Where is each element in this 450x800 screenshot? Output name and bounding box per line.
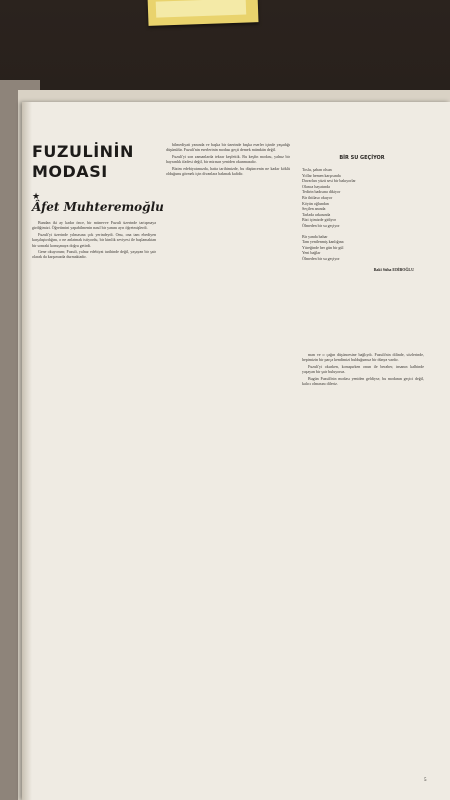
poem-line: Toslu, şaban olsun bbox=[302, 167, 332, 172]
paragraph: Fuzuli'yi üzerinde yılmasına çok yerindeydi. Onu, ona tam ebediyen karşılaştırdığını, o ne anlatmak istiyordu, bir kimlik seviyesi ile başlamaktan bir sonraki konuşmaya doğru getirdi. bbox=[32, 231, 156, 248]
poem-line: Bir yanda bahar bbox=[302, 233, 328, 239]
poem-line: Davarları yüzü sesi bir bakıyorlar bbox=[302, 178, 356, 184]
poem-line: Olanca hayatında bbox=[302, 183, 330, 189]
star-icon: ★ bbox=[32, 192, 41, 202]
paragraph: Bundan iki ay kadar önce, bir münevve Fuzuli üzerinde tartışmaya girdiğimizi. Öğretimini yapabilmenin nasıl bir yanını ayrı öğretmişlerdi. bbox=[32, 220, 156, 231]
article-column-3 bbox=[302, 352, 424, 775]
paragraph: Fuzuli'yi okurken, konuşurken onun ile beraber, insanın kalbinde yaşayan bir şair buluyoruz. bbox=[302, 363, 424, 375]
poem-stanza-1 bbox=[302, 167, 422, 229]
paragraph: bilmediyati yanında ve başka bir üzerinde başka eserler içinde yaşadığı düşünülür. Fuzuli'nin eserlerinin modası geçti demek mümkün değil. bbox=[166, 142, 290, 153]
yellow-book bbox=[148, 0, 259, 26]
poem-line: Bizi içimizde gidiyor bbox=[302, 217, 336, 223]
article-title-line2: MODASI bbox=[32, 162, 108, 181]
poem-line: Yeni bağlar bbox=[302, 250, 321, 256]
poem-line: Yüreğinde her gün bir gül bbox=[302, 244, 344, 250]
poem-line: Ölmeden bir su geçiyor bbox=[302, 255, 340, 261]
paragraph: Bugün Fuzuli'nin modası yeniden geldiyse, bu modanın geçici değil, kalıcı olmasını dileriz. bbox=[302, 375, 424, 387]
paragraph: man ve o çağın düşüncesine bağlıydı. Fuzuli'nin dilinde, sözlerinde, hepimizin bir parça kendimizi bulduğumuz bir dünya vardır. bbox=[302, 352, 424, 363]
article-author: Âfet Muhteremoğlu bbox=[32, 200, 164, 214]
poem-stanza-2 bbox=[302, 234, 422, 262]
poem-line: Seçilen anında bbox=[302, 206, 326, 212]
poem-line: Yollar hemen karşısında bbox=[302, 172, 341, 178]
poem-line: Tarlada arkasında bbox=[302, 211, 331, 217]
poem-line: Tam yenilenmiş kanlığına bbox=[302, 239, 344, 245]
magazine-page bbox=[22, 102, 450, 800]
poem-line: Tedirin badısına dikiyor bbox=[302, 189, 341, 195]
paragraph: Gene okuyorum; Fuzuli, yalnız edebiyat tarihinde değil, yaşayan bir şair olarak da karşımızda durmaktadır. bbox=[32, 249, 156, 260]
article-column-2 bbox=[166, 142, 290, 775]
page-number: 5 bbox=[424, 778, 427, 783]
article-title-line1: FUZULİNİN bbox=[32, 142, 134, 161]
poem-line: Köyün oğlundan bbox=[302, 200, 329, 206]
article-title bbox=[32, 142, 152, 182]
paragraph: Fuzuli'yi son zamanlarda tekrar keşfettik. Bu keşfin modası, yalnız bir hayranlık ifadesi değil, bir mirasın yeniden okunmasıdır. bbox=[166, 153, 290, 165]
poem-line: Ölmeden bir su geçiyor bbox=[302, 222, 340, 228]
poem-author: Bakî Süha EDİBOĞLU bbox=[373, 266, 414, 272]
poem-title: BİR SU GEÇİYOR bbox=[339, 155, 385, 161]
poem-box bbox=[302, 147, 422, 345]
article-column-1 bbox=[32, 220, 156, 775]
page-gutter bbox=[22, 102, 32, 800]
poem-line: Bir ihtilaso okuyor bbox=[302, 194, 333, 200]
paragraph: Bizim edebiyatımızda, hatta tarihimizde, bu düşüncenin ne kadar köklü olduğunu görmek için divanlara bakmak kafidir. bbox=[166, 165, 290, 177]
